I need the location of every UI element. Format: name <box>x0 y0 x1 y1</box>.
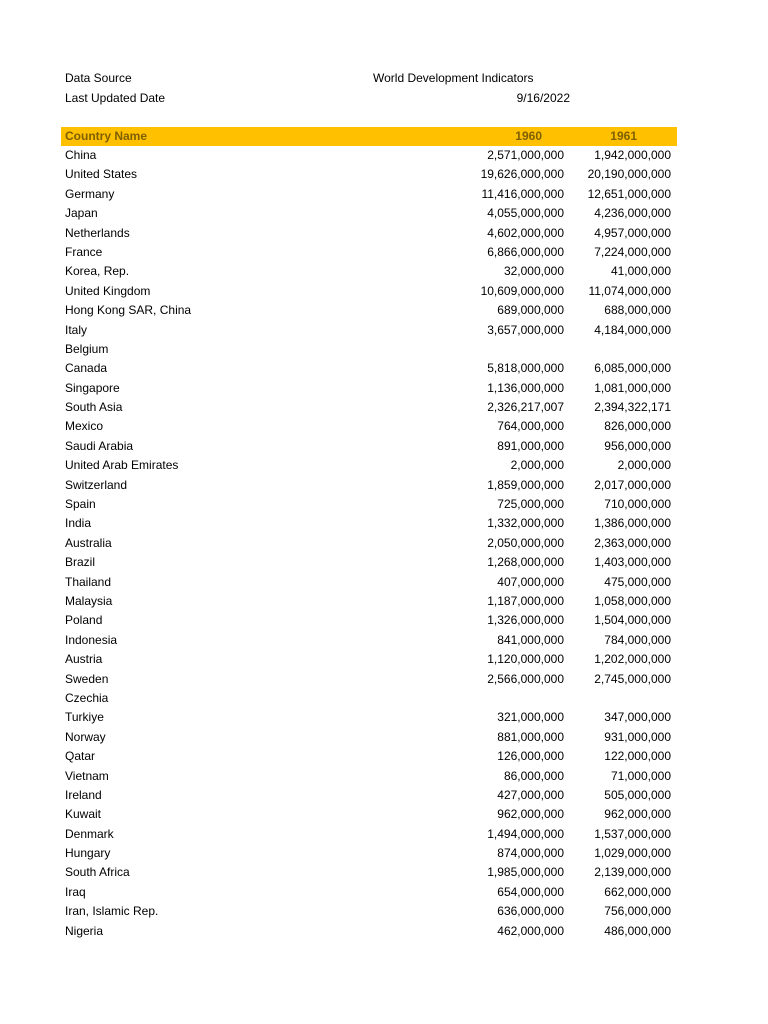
table-row <box>61 922 677 941</box>
country-name-cell[interactable]: Denmark <box>65 826 114 841</box>
value-1960-cell[interactable]: 86,000,000 <box>503 768 564 783</box>
table-row <box>61 902 677 921</box>
table-row <box>61 805 677 824</box>
value-1960-cell[interactable]: 1,494,000,000 <box>487 826 564 841</box>
value-1960-cell[interactable]: 725,000,000 <box>497 497 564 512</box>
country-data-table <box>61 127 677 941</box>
value-1961-cell[interactable]: 2,363,000,000 <box>594 535 671 550</box>
value-1961-cell[interactable]: 4,957,000,000 <box>594 225 671 240</box>
value-1960-cell[interactable]: 2,000,000 <box>510 458 564 473</box>
country-name-cell[interactable]: United Kingdom <box>65 283 151 298</box>
value-1960-cell[interactable]: 462,000,000 <box>497 923 564 938</box>
value-1961-cell[interactable]: 2,139,000,000 <box>594 865 671 880</box>
value-1960-cell[interactable]: 874,000,000 <box>497 846 564 861</box>
country-name-cell[interactable]: Germany <box>65 186 115 201</box>
country-name-cell[interactable]: Poland <box>65 613 103 628</box>
value-1961-cell[interactable]: 11,074,000,000 <box>588 283 671 298</box>
table-row <box>61 611 677 630</box>
table-row <box>61 534 677 553</box>
country-name-cell[interactable]: Hungary <box>65 846 111 861</box>
value-1960-cell[interactable]: 764,000,000 <box>497 419 564 434</box>
table-row <box>61 301 677 320</box>
country-name-cell[interactable]: Korea, Rep. <box>65 264 130 279</box>
value-1961-cell[interactable]: 41,000,000 <box>610 264 671 279</box>
table-row <box>61 592 677 611</box>
table-row <box>61 844 677 863</box>
value-1961-cell[interactable]: 347,000,000 <box>604 710 671 725</box>
country-name-cell[interactable]: Austria <box>65 652 103 667</box>
value-1960-cell[interactable]: 1,985,000,000 <box>487 865 564 880</box>
table-row <box>61 417 677 436</box>
table-row <box>61 689 677 708</box>
value-1960-cell[interactable]: 321,000,000 <box>497 710 564 725</box>
table-row <box>61 204 677 223</box>
table-header-row <box>61 127 677 146</box>
table-row <box>61 728 677 747</box>
country-name-cell[interactable]: China <box>65 148 97 162</box>
value-1960-cell[interactable]: 407,000,000 <box>497 574 564 589</box>
value-1960-cell[interactable]: 1,332,000,000 <box>487 516 564 531</box>
last-updated-label: Last Updated Date <box>65 91 166 105</box>
table-row <box>61 825 677 844</box>
value-1960-cell[interactable]: 1,326,000,000 <box>487 613 564 628</box>
value-1961-cell[interactable]: 475,000,000 <box>604 574 671 589</box>
value-1961-cell[interactable]: 826,000,000 <box>604 419 671 434</box>
value-1961-cell[interactable]: 1,029,000,000 <box>594 846 671 861</box>
country-name-cell[interactable]: Switzerland <box>65 477 128 492</box>
country-name-cell[interactable]: Australia <box>65 535 112 550</box>
value-1961-cell[interactable]: 1,403,000,000 <box>594 555 671 570</box>
value-1960-cell[interactable]: 3,657,000,000 <box>487 322 564 337</box>
value-1960-cell[interactable]: 1,859,000,000 <box>487 477 564 492</box>
country-name-cell[interactable]: Qatar <box>65 749 96 764</box>
value-1960-cell[interactable]: 32,000,000 <box>503 264 564 279</box>
country-name-cell[interactable]: Hong Kong SAR, China <box>65 303 192 318</box>
table-row <box>61 262 677 281</box>
value-1960-cell[interactable]: 1,268,000,000 <box>487 555 564 570</box>
table-row <box>61 708 677 727</box>
value-1960-cell[interactable]: 4,602,000,000 <box>487 225 564 240</box>
value-1961-cell[interactable]: 1,386,000,000 <box>594 516 671 531</box>
country-name-cell[interactable]: France <box>65 244 103 259</box>
value-1961-cell[interactable]: 662,000,000 <box>604 884 671 899</box>
table-row <box>61 224 677 243</box>
meta-last-updated-row <box>65 89 570 107</box>
country-name-cell[interactable]: Czechia <box>65 690 109 705</box>
value-1960-cell[interactable]: 1,120,000,000 <box>487 652 564 667</box>
value-1960-cell[interactable]: 841,000,000 <box>497 632 564 647</box>
value-1961-cell[interactable]: 71,000,000 <box>610 768 671 783</box>
country-name-cell[interactable]: South Asia <box>65 400 123 415</box>
value-1960-cell[interactable]: 11,416,000,000 <box>481 186 564 201</box>
value-1961-cell[interactable]: 4,236,000,000 <box>594 206 671 221</box>
table-row <box>61 631 677 650</box>
table-row <box>61 398 677 417</box>
value-1961-cell[interactable]: 122,000,000 <box>604 749 671 764</box>
value-1961-cell[interactable]: 4,184,000,000 <box>594 322 671 337</box>
value-1961-cell[interactable]: 756,000,000 <box>604 904 671 919</box>
country-name-cell[interactable]: Thailand <box>65 574 112 589</box>
country-name-cell[interactable]: Sweden <box>65 671 109 686</box>
country-name-cell[interactable]: United Arab Emirates <box>65 458 179 473</box>
country-name-cell[interactable]: Turkiye <box>65 710 104 725</box>
country-name-cell[interactable]: Vietnam <box>65 768 109 783</box>
table-row <box>61 437 677 456</box>
value-1961-cell[interactable]: 1,537,000,000 <box>594 826 671 841</box>
table-row <box>61 514 677 533</box>
country-name-cell[interactable]: Saudi Arabia <box>65 438 134 453</box>
table-row <box>61 243 677 262</box>
value-1960-cell[interactable]: 2,566,000,000 <box>487 671 564 686</box>
value-1961-cell[interactable]: 956,000,000 <box>604 438 671 453</box>
table-row <box>61 282 677 301</box>
table-row <box>61 340 677 359</box>
value-1961-cell[interactable]: 12,651,000,000 <box>587 186 671 201</box>
meta-data-source-row <box>65 69 570 87</box>
table-row <box>61 456 677 475</box>
value-1960-cell[interactable]: 126,000,000 <box>497 749 564 764</box>
country-name-cell[interactable]: Nigeria <box>65 923 104 938</box>
country-name-cell[interactable]: Italy <box>65 322 88 337</box>
country-name-cell[interactable]: Iraq <box>65 884 86 899</box>
value-1961-cell[interactable]: 1,504,000,000 <box>594 613 671 628</box>
value-1960-cell[interactable]: 10,609,000,000 <box>480 283 564 298</box>
table-row <box>61 185 677 204</box>
table-body <box>61 146 677 941</box>
country-name-cell[interactable]: United States <box>65 167 138 182</box>
country-name-cell[interactable]: Netherlands <box>65 225 130 240</box>
value-1960-cell[interactable]: 427,000,000 <box>497 787 564 802</box>
data-source-label: Data Source <box>65 71 132 85</box>
country-name-cell[interactable]: Canada <box>65 361 108 376</box>
value-1961-cell[interactable]: 784,000,000 <box>604 632 671 647</box>
value-1961-cell[interactable]: 931,000,000 <box>604 729 671 744</box>
table-row <box>61 321 677 340</box>
table-row <box>61 863 677 882</box>
country-name-cell[interactable]: Indonesia <box>65 632 118 647</box>
value-1960-cell[interactable]: 19,626,000,000 <box>480 167 564 182</box>
country-name-cell[interactable]: Malaysia <box>65 593 113 608</box>
header-1960[interactable]: 1960 <box>515 129 542 143</box>
last-updated-value: 9/16/2022 <box>516 91 570 105</box>
value-1960-cell[interactable]: 891,000,000 <box>497 438 564 453</box>
value-1961-cell[interactable]: 2,745,000,000 <box>594 671 671 686</box>
value-1960-cell[interactable]: 6,866,000,000 <box>487 244 564 259</box>
value-1960-cell[interactable]: 1,187,000,000 <box>487 593 564 608</box>
table-row <box>61 495 677 514</box>
country-name-cell[interactable]: Kuwait <box>65 807 102 822</box>
value-1960-cell[interactable]: 1,136,000,000 <box>487 380 564 395</box>
data-source-value: World Development Indicators <box>373 71 534 85</box>
table-row <box>61 379 677 398</box>
table-row <box>61 553 677 572</box>
value-1961-cell[interactable]: 1,942,000,000 <box>594 148 671 162</box>
table-row <box>61 650 677 669</box>
table-row <box>61 747 677 766</box>
value-1961-cell[interactable]: 20,190,000,000 <box>587 167 671 182</box>
country-name-cell[interactable]: Iran, Islamic Rep. <box>65 904 159 919</box>
value-1961-cell[interactable]: 2,394,322,171 <box>594 400 671 415</box>
country-name-cell[interactable]: Ireland <box>65 787 102 802</box>
value-1961-cell[interactable]: 1,081,000,000 <box>594 380 671 395</box>
value-1961-cell[interactable]: 962,000,000 <box>604 807 671 822</box>
table-row <box>61 359 677 378</box>
value-1961-cell[interactable]: 2,017,000,000 <box>594 477 671 492</box>
value-1960-cell[interactable]: 654,000,000 <box>497 884 564 899</box>
value-1960-cell[interactable]: 636,000,000 <box>497 904 564 919</box>
country-name-cell[interactable]: Japan <box>65 206 98 221</box>
table-row <box>61 767 677 786</box>
value-1960-cell[interactable]: 4,055,000,000 <box>487 206 564 221</box>
country-name-cell[interactable]: India <box>65 516 92 531</box>
value-1961-cell[interactable]: 2,000,000 <box>617 458 671 473</box>
value-1961-cell[interactable]: 1,202,000,000 <box>594 652 671 667</box>
value-1960-cell[interactable]: 5,818,000,000 <box>487 361 564 376</box>
value-1960-cell[interactable]: 881,000,000 <box>497 729 564 744</box>
country-name-cell[interactable]: Spain <box>65 497 96 512</box>
country-name-cell[interactable]: South Africa <box>65 865 130 880</box>
table-row <box>61 146 677 165</box>
value-1961-cell[interactable]: 7,224,000,000 <box>594 244 671 259</box>
value-1960-cell[interactable]: 962,000,000 <box>497 807 564 822</box>
country-name-cell[interactable]: Belgium <box>65 341 109 356</box>
country-name-cell[interactable]: Norway <box>65 729 106 744</box>
header-1961[interactable]: 1961 <box>610 129 637 143</box>
value-1961-cell[interactable]: 710,000,000 <box>604 497 671 512</box>
country-name-cell[interactable]: Mexico <box>65 419 104 434</box>
value-1960-cell[interactable]: 2,571,000,000 <box>487 148 564 162</box>
table-row <box>61 883 677 902</box>
value-1960-cell[interactable]: 2,050,000,000 <box>487 535 564 550</box>
value-1961-cell[interactable]: 688,000,000 <box>604 303 671 318</box>
header-country-name[interactable]: Country Name <box>65 129 148 143</box>
country-name-cell[interactable]: Singapore <box>65 380 120 395</box>
country-name-cell[interactable]: Brazil <box>65 555 96 570</box>
table-row <box>61 670 677 689</box>
table-row <box>61 786 677 805</box>
table-row <box>61 476 677 495</box>
table-row <box>61 165 677 184</box>
value-1960-cell[interactable]: 689,000,000 <box>497 303 564 318</box>
value-1961-cell[interactable]: 6,085,000,000 <box>594 361 671 376</box>
value-1961-cell[interactable]: 505,000,000 <box>604 787 671 802</box>
value-1960-cell[interactable]: 2,326,217,007 <box>487 400 564 415</box>
value-1961-cell[interactable]: 1,058,000,000 <box>594 593 671 608</box>
value-1961-cell[interactable]: 486,000,000 <box>604 923 671 938</box>
table-row <box>61 573 677 592</box>
